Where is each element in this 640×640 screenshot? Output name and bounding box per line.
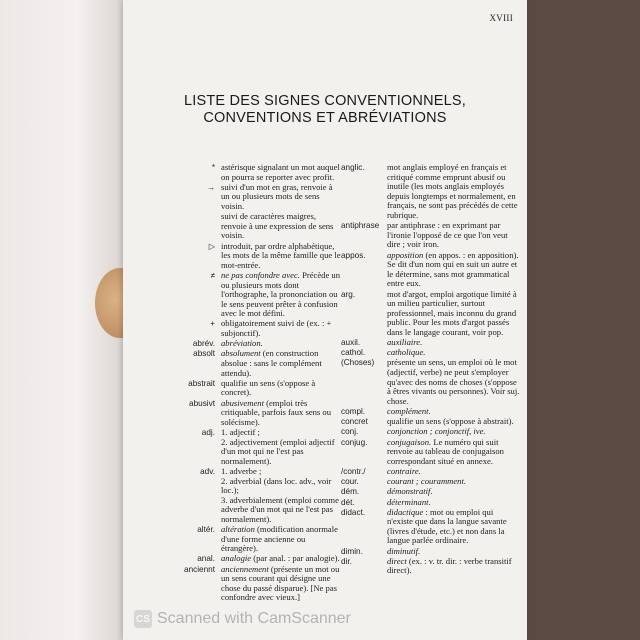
book-page <box>123 0 527 640</box>
entry-definition <box>221 554 343 564</box>
entry-definition <box>387 407 521 417</box>
definition-line: 2. adverbial (dans loc. adv., voir loc.); <box>221 475 332 496</box>
entry-term: didact. <box>341 507 366 517</box>
entry-term: adj. <box>201 427 215 437</box>
entry-definition <box>221 565 343 603</box>
entry-term: concret <box>341 417 368 427</box>
glossary-entry <box>133 271 343 319</box>
glossary-entry <box>341 427 521 437</box>
definition-italic: absolument <box>221 348 261 359</box>
definition-italic: démonstratif. <box>387 486 433 497</box>
glossary-entry <box>133 212 343 241</box>
definition-italic: déterminant. <box>387 496 431 507</box>
glossary-entry <box>341 467 521 477</box>
glossary-entry <box>341 251 521 289</box>
entry-definition <box>387 163 521 221</box>
entry-term: cathol. <box>341 348 366 358</box>
entry-term: absolt <box>193 349 215 359</box>
entry-term: ▷ <box>208 241 215 251</box>
definition-line: 1. adjectif ; <box>221 426 260 437</box>
definition-italic: direct <box>387 555 407 566</box>
entry-definition <box>387 487 521 497</box>
definition-italic: abréviation. <box>221 338 263 349</box>
definition-line: 1. adverbe ; <box>221 465 262 476</box>
glossary-entry <box>133 319 343 338</box>
definition-text: par antiphrase : en exprimant par l'ironie l'opposé de ce que l'on veut dire ; voir iron. <box>387 220 508 250</box>
glossary-entry <box>133 339 343 349</box>
entry-term: abstrait <box>188 378 215 388</box>
title-line-2: CONVENTIONS ET ABRÉVIATIONS <box>203 110 447 126</box>
entry-definition <box>221 399 343 428</box>
definition-text: (par anal. : par analogie). <box>251 553 340 564</box>
glossary-entry <box>341 348 521 358</box>
scanner-label: Scanned with CamScanner <box>157 610 351 627</box>
definition-text: (en construction absolue : sans le complément attendu). <box>221 348 322 378</box>
definition-text: Précède un ou plusieurs mots dont l'orthographe, la prononciation ou le sens peuvent prêter à confusion avec le mot défini. <box>221 269 341 319</box>
entry-term: conj. <box>341 427 359 437</box>
entry-definition <box>387 547 521 557</box>
definition-italic: catholique. <box>387 347 426 358</box>
title-line-1: LISTE DES SIGNES CONVENTIONNELS, <box>184 93 466 109</box>
definition-italic: apposition <box>387 249 424 260</box>
entry-term: auxil. <box>341 338 361 348</box>
entry-term: conjug. <box>341 437 368 447</box>
glossary-entry <box>133 554 343 564</box>
entry-term: antiphrase <box>341 221 380 231</box>
definition-italic: analogie <box>221 553 252 564</box>
page-title <box>123 93 527 127</box>
entry-definition <box>221 242 343 271</box>
entry-term: appos. <box>341 250 366 260</box>
definition-italic: diminutif. <box>387 545 421 556</box>
glossary-entry <box>133 399 343 428</box>
definition-line: 3. adverbialement (emploi comme adverbe d'un mot qui ne l'est pas normalement). <box>221 494 339 524</box>
entry-term: abusivt <box>189 398 215 408</box>
glossary-entry <box>133 525 343 554</box>
entry-term: anal. <box>197 554 215 564</box>
entry-term: arg. <box>341 289 356 299</box>
glossary-entry <box>341 547 521 557</box>
glossary-entry <box>133 163 343 182</box>
glossary-entry <box>341 221 521 250</box>
camscanner-logo-icon: CS <box>134 610 152 628</box>
definition-text: (en appos. : en apposition). Se dit d'un nom qui en suit un autre et le détermine, sans mot grammatical entre eux. <box>387 249 519 289</box>
definition-text: mot d'argot, emploi argotique limité à un milieu particulier, surtout professionnel, mais inconnu du grand public. Pour les mots d'argot passés dans le langage courant, voir pop. <box>387 288 517 337</box>
entry-definition <box>221 349 343 378</box>
entry-definition <box>387 438 521 467</box>
definition-text: (emploi très critiquable, parfois faux sens ou solécisme). <box>221 397 332 427</box>
entry-term: + <box>210 319 215 329</box>
right-column <box>341 163 521 623</box>
definition-text: (présente un mot ou un sens courant qui désigne une chose du passé disparue). [Ne pas confondre avec vieux.] <box>221 563 340 603</box>
entry-term: → <box>206 182 215 192</box>
glossary-entry <box>341 163 521 221</box>
definition-text: suivi d'un mot en gras, renvoie à un ou plusieurs mots de sens voisin. <box>221 181 333 211</box>
glossary-entry <box>341 508 521 546</box>
definition-text: introduit, par ordre alphabétique, les mots de la même famille que le mot-entrée. <box>221 240 341 270</box>
entry-definition <box>221 183 343 212</box>
scanner-watermark <box>0 606 640 632</box>
definition-italic: anciennement <box>221 563 269 574</box>
entry-definition <box>221 525 343 554</box>
definition-italic: didactique <box>387 506 424 517</box>
glossary-entry <box>341 557 521 576</box>
glossary-entry <box>133 242 343 271</box>
definition-text: Le numéro qui suit renvoie au tableau de conjugaison correspondant situé en annexe. <box>387 436 504 466</box>
definition-text: mot anglais employé en français et critiqué comme emprunt abusif ou inutile (les mots anglais employés depuis longtemps et normalement, en français, ne sont pas précédés de cette rubrique. <box>387 163 518 220</box>
entry-definition <box>221 379 343 398</box>
glossary-entry <box>341 477 521 487</box>
definition-italic: altération <box>221 524 255 535</box>
entry-definition <box>387 290 521 338</box>
definition-line: 2. adjectivement (emploi adjectif d'un mot qui ne l'est pas normalement). <box>221 436 335 466</box>
glossary-entry <box>341 417 521 427</box>
entry-definition <box>387 477 521 487</box>
entry-term: ≠ <box>210 270 215 280</box>
glossary-entry <box>341 407 521 417</box>
entry-term: dét. <box>341 497 355 507</box>
entry-definition <box>387 348 521 358</box>
entry-definition <box>221 428 343 466</box>
entry-term: dém. <box>341 487 360 497</box>
entry-definition <box>221 339 343 349</box>
entry-definition <box>387 417 521 427</box>
entry-term: compl. <box>341 407 366 416</box>
definition-italic: ne pas confondre avec. <box>221 269 300 280</box>
definition-text: astérisque signalant un mot auquel on pourra se reporter avec profit. <box>221 163 340 182</box>
glossary-entry <box>341 358 521 406</box>
entry-term: dir. <box>341 556 352 566</box>
glossary-entry <box>133 183 343 212</box>
entry-definition <box>387 508 521 546</box>
glossary-entry <box>341 338 521 348</box>
entry-definition <box>387 358 521 406</box>
entry-term: anglic. <box>341 163 365 172</box>
definition-text: qualifie un sens (s'oppose à concret). <box>221 377 316 398</box>
entry-term: dimin. <box>341 546 363 556</box>
definition-italic: contraire. <box>387 465 421 476</box>
glossary-entry <box>133 379 343 398</box>
entry-definition <box>221 467 343 525</box>
definition-text: (modification anormale d'une forme ancienne ou étrangère). <box>221 524 338 554</box>
entry-term: * <box>211 163 215 172</box>
entry-definition <box>221 271 343 319</box>
left-column <box>133 163 343 623</box>
entry-definition <box>387 251 521 289</box>
entry-term: abrév. <box>192 339 215 349</box>
page-number: XVIII <box>489 13 513 23</box>
entry-definition <box>387 221 521 250</box>
glossary-entry <box>341 290 521 338</box>
entry-definition <box>221 319 343 338</box>
entry-term: (Choses) <box>341 358 375 368</box>
definition-text: obligatoirement suivi de (ex. : + subjonctif). <box>221 318 332 339</box>
entry-term: /contr./ <box>341 466 366 476</box>
entry-definition <box>387 557 521 576</box>
entry-definition <box>221 163 343 182</box>
definition-italic: conjonction ; conjonctif, ive. <box>387 426 486 437</box>
entry-term: altér. <box>197 525 215 535</box>
definition-text: : mot ou emploi qui n'existe que dans la langue savante (livres d'étude, etc.) et non dans la langue parlée ordinaire. <box>387 506 507 546</box>
entry-definition <box>387 427 521 437</box>
definition-text: (ex. : v. tr. dir. : verbe transitif direct). <box>387 555 512 576</box>
definition-italic: complément. <box>387 406 431 416</box>
entry-term: adv. <box>200 466 215 476</box>
definition-italic: courant ; couramment. <box>387 476 467 487</box>
entry-definition <box>387 498 521 508</box>
entry-term: anciennt <box>184 564 215 574</box>
glossary-entry <box>341 498 521 508</box>
glossary-entry <box>133 349 343 378</box>
definition-italic: abusivement <box>221 397 264 408</box>
glossary-entry <box>133 467 343 525</box>
definition-text: qualifie un sens (s'oppose à abstrait). <box>387 416 514 427</box>
glossary-entry <box>133 428 343 466</box>
entry-definition <box>387 338 521 348</box>
entry-definition <box>387 467 521 477</box>
definition-italic: auxiliaire. <box>387 337 423 348</box>
entry-term: cour. <box>341 477 359 487</box>
definition-text: suivi de caractères maigres, renvoie à une expression de sens voisin. <box>221 211 334 241</box>
entry-definition <box>221 212 343 241</box>
glossary-entry <box>341 438 521 467</box>
definition-italic: conjugaison. <box>387 436 432 447</box>
definition-text: présente un sens, un emploi où le mot (adjectif, verbe) ne peut s'employer qu'avec des noms de choses (s'oppose à êtres vivants ou personnes). Voir suj. chose. <box>387 357 520 406</box>
glossary-entry <box>133 565 343 603</box>
glossary-entry <box>341 487 521 497</box>
